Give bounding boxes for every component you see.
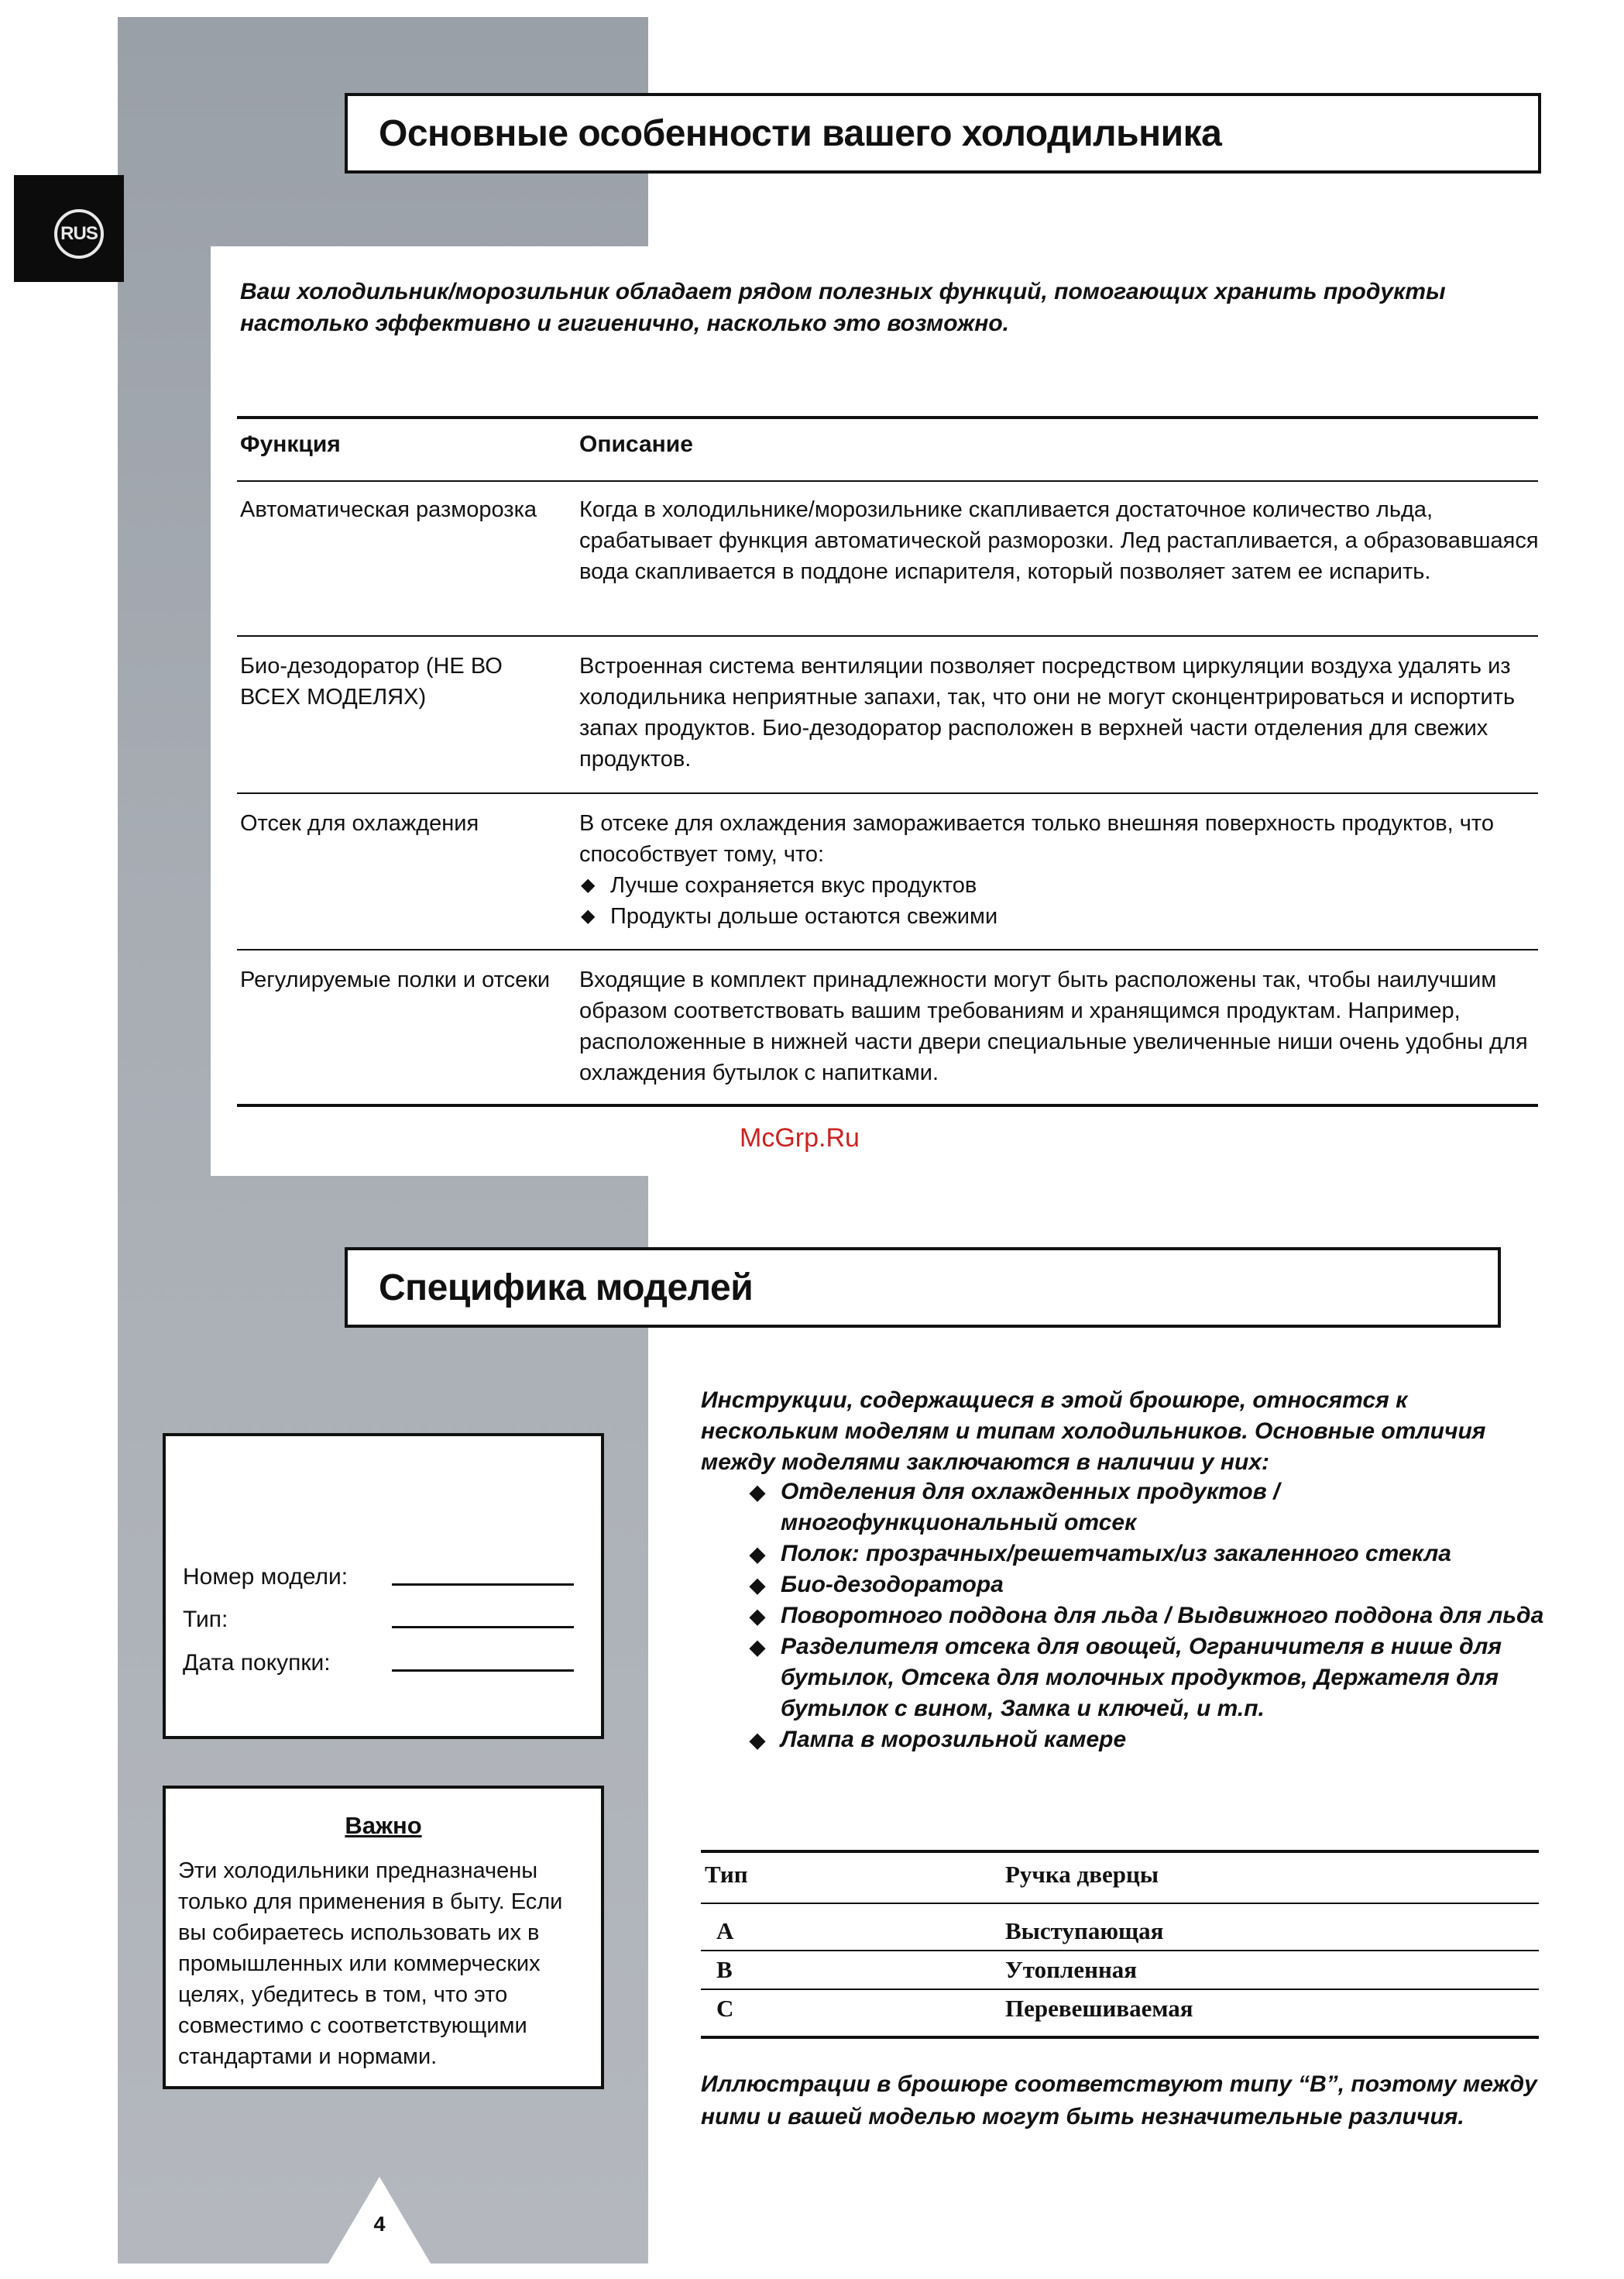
model-number-field [392,1583,574,1586]
function-name: Отсек для охлаждения [240,811,479,836]
function-name: Био-дезодоратор (НЕ ВО ВСЕХ МОДЕЛЯХ) [240,654,503,710]
table-row-divider [701,1950,1539,1951]
important-title: Важно [345,1812,422,1839]
model-differences-list [750,1476,1547,1755]
function-description: Входящие в комплект принадлежности могут быть расположены так, чтобы наилучшим образом соответствовать вашим требованиям и хранящимся продуктам. Например, расположенные в нижней части двери специальные увеличенные ниши очень удобны для охлаждения бутылок с напитками. [579,968,1528,1085]
list-item: ◆ Лампа в морозильной камере [750,1724,1547,1755]
model-info-box [163,1433,604,1739]
model-number-label: Номер модели: [183,1564,348,1590]
section-title-models: Специфика моделей [345,1247,1501,1328]
list-item: ◆ Отделения для охлажденных продуктов / многофункциональный отсек [750,1476,1547,1538]
table-row-divider [701,1989,1539,1990]
purchase-date-field [392,1669,574,1672]
illustration-note: Иллюстрации в брошюре соответствуют типу “B”, поэтому между ними и вашей моделью могут быть незначительные различия. [701,2071,1537,2129]
models-intro: Инструкции, содержащиеся в этой брошюре, относятся к нескольким моделям и типам холодильников. Основные отличия между моделями заключаются в наличии у них: [701,1387,1486,1475]
list-item: ◆ Разделителя отсека для овощей, Ограничителя в нише для бутылок, Отсека для молочных продуктов, Держателя для бутылок с вином, Замка и ключей, и т.п. [750,1631,1547,1724]
handle-value: Утопленная [1005,1956,1138,1983]
type-label: Тип: [183,1607,228,1632]
purchase-date-label: Дата покупки: [183,1650,331,1676]
type-value: C [716,1995,734,2022]
function-name: Регулируемые полки и отсеки [240,968,551,992]
type-value: B [716,1956,733,1983]
function-description: В отсеке для охлаждения замораживается только внешняя поверхность продуктов, что способствует тому, что: [579,811,1494,867]
type-field [392,1626,574,1628]
row-divider [237,792,1538,794]
handle-value: Выступающая [1005,1917,1164,1944]
type-value: A [716,1917,734,1944]
function-description: Когда в холодильнике/морозильнике скапливается достаточное количество льда, срабатывает функция автоматической разморозки. Лед растапливается, а образовавшаяся вода скапливается в поддоне испарителя, который позволяет затем ее испарить. [579,497,1539,584]
list-item: ◆ Полок: прозрачных/решетчатых/из закаленного стекла [750,1538,1547,1569]
row-divider [237,635,1538,637]
list-item: ◆ Био-дезодоратора [750,1569,1547,1600]
function-name: Автоматическая разморозка [240,497,537,522]
handle-column-header: Ручка дверцы [1005,1861,1159,1888]
type-column-header: Тип [705,1861,748,1888]
type-table-bottom-rule [701,2036,1539,2039]
list-item: ◆ Поворотного поддона для льда / Выдвижного поддона для льда [750,1600,1547,1631]
page-number: 4 [373,2212,386,2236]
table-bottom-rule [237,1104,1538,1107]
description-bullet: ◆ Лучше сохраняется вкус продуктов [579,870,1540,901]
handle-value: Перевешиваемая [1005,1995,1193,2022]
table-top-rule [237,416,1538,419]
description-bullet: ◆ Продукты дольше остаются свежими [579,901,1540,932]
type-table-top-rule [701,1850,1539,1853]
table-row-divider [701,1903,1539,1904]
section-title-features: Основные особенности вашего холодильника [345,93,1541,174]
language-badge: RUS [54,209,104,259]
important-notice [163,1786,604,2089]
important-text: Эти холодильники предназначены только для применения в быту. Если вы собираетесь использовать их в промышленных или коммерческих целях, убедитесь в том, что это совместимо с соответствующими стандартами и нормами. [178,1858,563,2069]
watermark: McGrp.Ru [740,1123,860,1153]
function-description-block [579,808,1540,932]
function-description: Встроенная система вентиляции позволяет посредством циркуляции воздуха удалять из холодильника неприятные запахи, так, что они не могут сконцентрироваться и испортить запах продуктов. Био-дезодоратор расположен в верхней части отделения для свежих продуктов. [579,654,1516,772]
column-header-function: Функция [240,431,341,457]
row-divider [237,949,1538,950]
column-header-description: Описание [579,431,693,457]
features-intro: Ваш холодильник/морозильник обладает рядом полезных функций, помогающих хранить продукты настолько эффективно и гигиенично, насколько это возможно. [240,279,1446,336]
header-rule [237,480,1538,482]
